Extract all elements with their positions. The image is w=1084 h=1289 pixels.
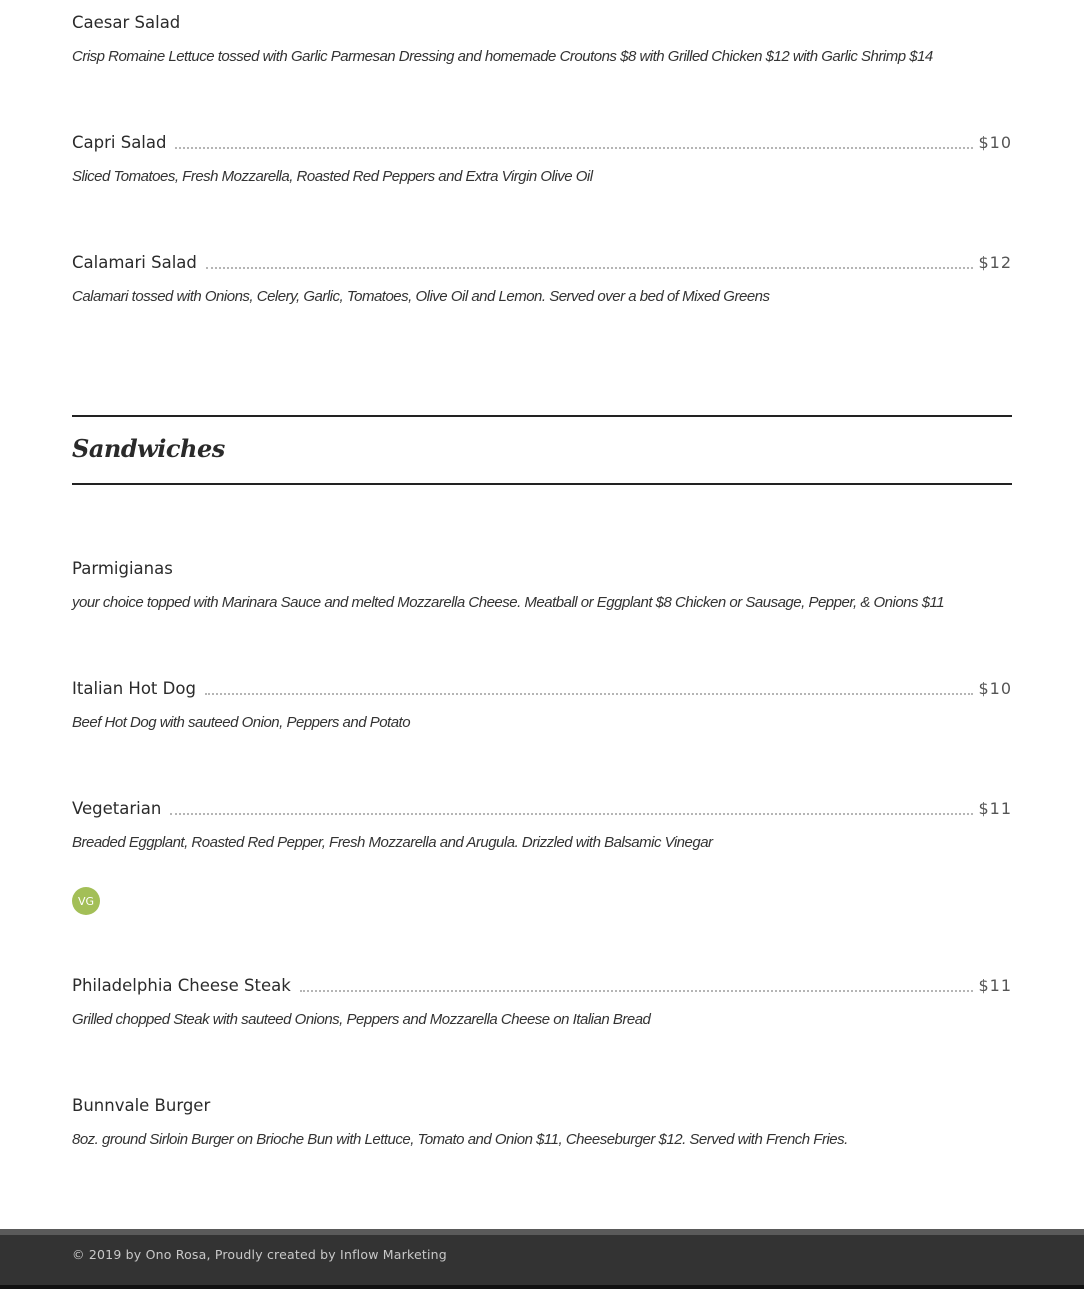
footer-top-strip xyxy=(0,1229,1084,1235)
item-name: Philadelphia Cheese Steak xyxy=(72,976,291,995)
dot-leader xyxy=(206,267,974,269)
item-price: $11 xyxy=(978,976,1012,995)
dot-leader xyxy=(170,813,973,815)
item-name: Bunnvale Burger xyxy=(72,1096,211,1115)
vegetarian-badge-icon: VG xyxy=(72,887,100,915)
menu-item-italian-hot-dog xyxy=(72,676,1012,731)
menu-item-capri-salad xyxy=(72,130,1012,185)
item-description: Breaded Eggplant, Roasted Red Pepper, Fresh Mozzarella and Arugula. Drizzled with Balsamic Vinegar xyxy=(72,834,713,851)
item-price: $11 xyxy=(978,799,1012,818)
menu-item-calamari-salad xyxy=(72,250,1012,305)
section-divider-top xyxy=(72,415,1012,417)
item-price: $10 xyxy=(978,133,1012,152)
footer-bottom-edge xyxy=(0,1285,1084,1289)
item-name: Caesar Salad xyxy=(72,13,181,32)
item-description: Grilled chopped Steak with sauteed Onions, Peppers and Mozzarella Cheese on Italian Bread xyxy=(72,1011,651,1028)
menu-item-parmigianas xyxy=(72,556,1012,611)
item-description: Crisp Romaine Lettuce tossed with Garlic Parmesan Dressing and homemade Croutons $8 with Grilled Chicken $12 with Garlic Shrimp $14 xyxy=(72,48,933,65)
section-title-sandwiches: Sandwiches xyxy=(72,434,225,463)
section-divider-bottom xyxy=(72,483,1012,485)
menu-item-philadelphia-cheese-steak xyxy=(72,973,1012,1028)
item-description: Calamari tossed with Onions, Celery, Garlic, Tomatoes, Olive Oil and Lemon. Served over a bed of Mixed Greens xyxy=(72,288,770,305)
footer-copyright: © 2019 by Ono Rosa, Proudly created by Inflow Marketing xyxy=(72,1247,447,1262)
item-description: Sliced Tomatoes, Fresh Mozzarella, Roasted Red Peppers and Extra Virgin Olive Oil xyxy=(72,168,593,185)
dot-leader xyxy=(300,990,974,992)
menu-item-vegetarian xyxy=(72,796,1012,851)
dot-leader xyxy=(175,147,973,149)
item-description: Beef Hot Dog with sauteed Onion, Peppers and Potato xyxy=(72,714,411,731)
menu-item-caesar-salad xyxy=(72,10,1012,65)
item-name: Vegetarian xyxy=(72,799,162,818)
item-description: your choice topped with Marinara Sauce and melted Mozzarella Cheese. Meatball or Eggplant $8 Chicken or Sausage, Pepper, & Onions $11 xyxy=(72,594,945,611)
site-footer xyxy=(0,1229,1084,1289)
item-name: Calamari Salad xyxy=(72,253,197,272)
item-price: $12 xyxy=(978,253,1012,272)
menu-item-bunnvale-burger xyxy=(72,1093,1012,1148)
item-price: $10 xyxy=(978,679,1012,698)
dot-leader xyxy=(205,693,974,695)
item-name: Capri Salad xyxy=(72,133,167,152)
item-name: Parmigianas xyxy=(72,559,173,578)
item-description: 8oz. ground Sirloin Burger on Brioche Bun with Lettuce, Tomato and Onion $11, Cheeseburger $12. Served with French Fries. xyxy=(72,1131,848,1148)
item-name: Italian Hot Dog xyxy=(72,679,196,698)
